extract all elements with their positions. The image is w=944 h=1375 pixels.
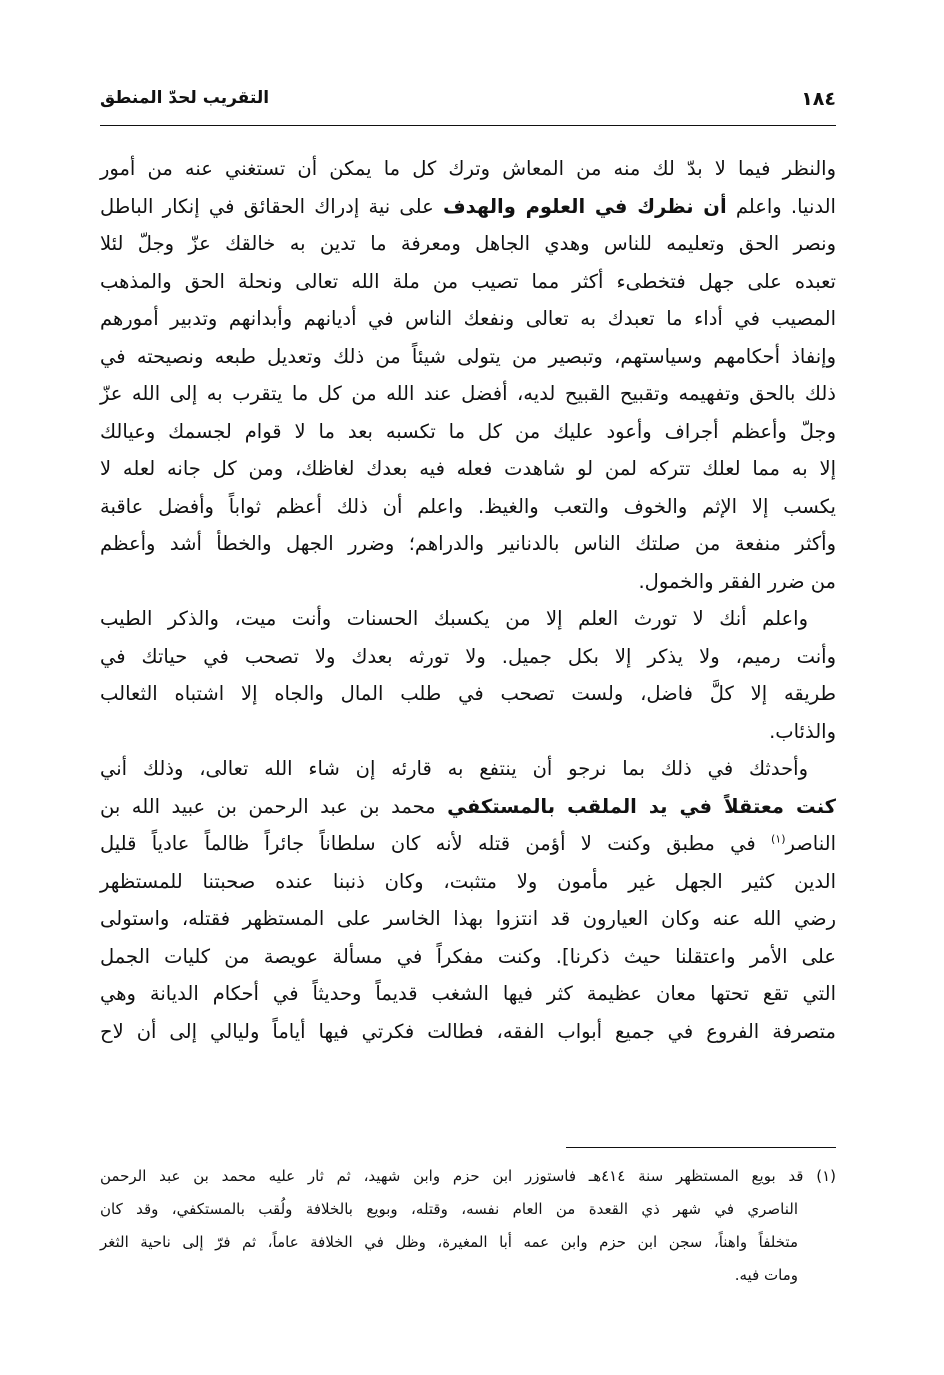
text-segment: وإنفاذ أحكامهم وسياستهم، وتبصير من يتولى شيئاً من ذلك وتعديل طبعه ونصيحته في xyxy=(100,344,836,368)
bold-text: أن نظرك في العلوم والهدف xyxy=(442,194,727,218)
text-line xyxy=(100,938,836,976)
text-line xyxy=(100,713,836,751)
text-segment: وجلّ وأعظم أجراف وأعود عليك من كل ما تكسبه بعد ما لا قوام لجسمك وعيالك xyxy=(100,419,836,443)
text-line xyxy=(100,488,836,526)
text-line xyxy=(100,863,836,901)
text-segment: متصرفة الفروع في جميع أبواب الفقه، فطالت فكرتي فيها أياماً وليالي إلى أن لاح xyxy=(100,1019,836,1043)
footnote-line xyxy=(100,1160,836,1193)
footnotes xyxy=(100,1160,836,1292)
text-segment: الدين كثير الجهل غير مأمون ولا متثبت، وكان ذنبنا عنده صحبتنا للمستظهر xyxy=(100,869,836,893)
text-line xyxy=(100,150,836,188)
text-segment: رضي الله عنه وكان العيارون قد انتزوا بهذا الخاسر على المستظهر فقتله، واستولى xyxy=(100,907,836,930)
text-line xyxy=(100,225,836,263)
footnote-text: ومات فيه. xyxy=(734,1266,798,1284)
text-segment: واعلم أنك لا تورث العلم إلا من يكسبك الحسنات وأنت ميت، والذكر الطيب xyxy=(100,607,808,630)
text-segment: إلا به مما لعلك تتركه لمن لو شاهدت فعله فيه بعدك لغاظك، ومن كل جانه لعله لا xyxy=(100,457,836,480)
footnote-text: قد بويع المستظهر سنة ٤١٤هـ فاستوزر ابن حزم وابن شهيد، ثم ثار عليه محمد بن عبد الرحمن xyxy=(100,1167,804,1185)
footnote-reference: (١) xyxy=(770,832,786,846)
footnote-text: متخلفاً واهناً، سجن ابن حزم وابن عمه أبا المغيرة، وظل في الخلافة عاماً، ثم فرّ إلى ناحية الثغر xyxy=(100,1233,798,1251)
text-segment: وأحدثك في ذلك بما نرجو أن ينتفع به قارئه إن شاء الله تعالى، وذلك أني xyxy=(100,757,808,780)
text-line xyxy=(100,600,836,638)
paragraph xyxy=(100,600,836,750)
text-segment: ذلك بالحق وتفهيمه وتقبيح القبيح لديه، أفضل عند الله من كل ما يتقرب به إلى الله عزّ xyxy=(100,382,836,405)
paragraph xyxy=(100,150,836,600)
text-line xyxy=(100,413,836,451)
text-segment: الناصر xyxy=(785,832,836,855)
text-line xyxy=(100,300,836,338)
text-line xyxy=(100,975,836,1013)
running-header xyxy=(100,88,836,120)
text-segment: تعبده على جهل فتخطىء أكثر مما تصيب من ملة الله تعالى ونحلة الحق والمذهب xyxy=(100,269,836,293)
text-line xyxy=(100,375,836,413)
text-segment: الدنيا. واعلم xyxy=(726,194,836,218)
text-line xyxy=(100,900,836,938)
text-segment: التي تقع تحتها معان عظيمة كثر فيها الشغب قديماً وحديثاً في أحكام الديانة وهي xyxy=(100,982,836,1005)
text-segment: والنظر فيما لا بدّ لك منه من المعاش وترك كل ما يمكن أن تستغني عنه من أمور xyxy=(100,157,836,180)
text-line xyxy=(100,338,836,376)
text-segment: وأكثر منفعة من صلتك الناس بالدنانير والدراهم؛ وضرر الجهل والخطأ أشد وأعظم xyxy=(100,532,836,555)
text-segment: المصيب في أداء ما تعبدك به تعالى ونفعك الناس في أديانهم وأبدانهم وتدبير أمورهم xyxy=(100,307,836,330)
footnote-line xyxy=(100,1226,836,1259)
text-line xyxy=(100,788,836,826)
footnote-rule xyxy=(566,1147,836,1148)
text-line xyxy=(100,825,836,863)
text-segment: على نية إدراك الحقائق في إنكار الباطل xyxy=(100,194,443,218)
text-line xyxy=(100,638,836,676)
text-line xyxy=(100,1013,836,1051)
text-line xyxy=(100,263,836,301)
text-line xyxy=(100,563,836,601)
running-title: التقريب لحدّ المنطق xyxy=(100,88,270,108)
text-segment: في مطبق وكنت لا أؤمن قتله لأنه كان سلطاناً جائراً ظالماً عادياً قليل xyxy=(100,832,771,855)
text-line xyxy=(100,450,836,488)
paragraph xyxy=(100,750,836,1050)
footnote-marker: (١) xyxy=(816,1167,836,1185)
text-segment: طريقه إلا كلَّ فاضل، ولست تصحب في طلب المال والجاه إلا اشتباه الثعالب xyxy=(100,682,836,705)
text-line xyxy=(100,188,836,226)
footnote-line xyxy=(100,1259,836,1292)
header-rule xyxy=(100,125,836,126)
text-line xyxy=(100,675,836,713)
text-segment: ونصر الحق وتعليمه للناس وهدي الجاهل ومعرفة ما تدين به خالقك عزّ وجلّ لئلا xyxy=(100,232,836,255)
text-segment: والذئاب. xyxy=(769,719,836,743)
text-segment: يكسب إلا الإثم والخوف والتعب والغيظ. واعلم أن ذلك أعظم ثواباً وأفضل عاقبة xyxy=(100,494,836,518)
text-segment: محمد بن عبد الرحمن بن عبيد الله بن xyxy=(100,794,448,818)
page-number: ١٨٤ xyxy=(801,88,836,110)
text-segment: على الأمر واعتقلنا حيث ذكرنا]. وكنت مفكراً في مسألة عويصة من كليات الجمل xyxy=(100,944,836,968)
text-segment: وأنت رميم، ولا يذكر إلا بكل جميل. ولا تورثه بعدك ولا تصحب في حياتك في xyxy=(100,644,836,668)
footnote-line xyxy=(100,1193,836,1226)
text-line xyxy=(100,750,836,788)
footnote-text: الناصري في شهر ذي القعدة من العام نفسه، وقتله، وبويع بالخلافة ولُقب بالمستكفي، وقد كان xyxy=(100,1200,798,1218)
text-segment: من ضرر الفقر والخمول. xyxy=(638,569,836,593)
bold-text: كنت معتقلاً في يد الملقب بالمستكفي xyxy=(447,794,836,818)
text-line xyxy=(100,525,836,563)
main-text xyxy=(100,150,836,1050)
